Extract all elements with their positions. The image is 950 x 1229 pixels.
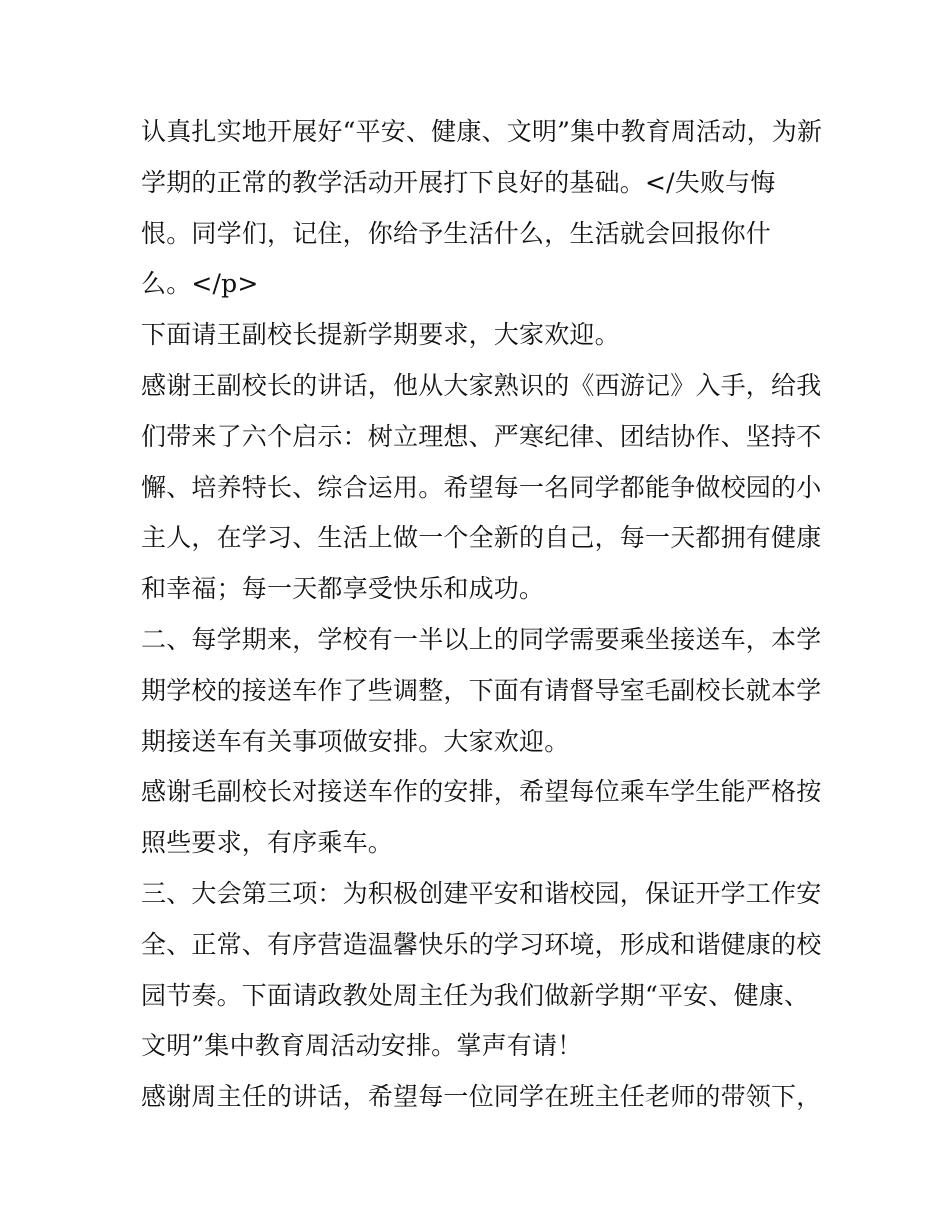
text-line-13: 期接送车有关事项做安排。大家欢迎。 bbox=[141, 726, 570, 756]
text-line-12: 期学校的接送车作了些调整，下面有请督导室毛副校长就本学 bbox=[141, 675, 822, 705]
text-line-11: 二、每学期来，学校有一半以上的同学需要乘坐接送车，本学 bbox=[141, 624, 822, 654]
document-body bbox=[141, 107, 823, 1123]
text-line-6: 感谢王副校长的讲话，他从大家熟识的《西游记》入手，给我 bbox=[141, 370, 822, 400]
text-line-14: 感谢毛副校长对接送车作的安排，希望每位乘车学生能严格按 bbox=[141, 777, 822, 807]
text-line-15: 照些要求，有序乘车。 bbox=[141, 828, 394, 858]
text-line-18: 园节奏。下面请政教处周主任为我们做新学期“平安、健康、 bbox=[141, 980, 810, 1010]
text-line-17: 全、正常、有序营造温馨快乐的学习环境，形成和谐健康的校 bbox=[141, 929, 822, 959]
text-line-3: 恨。同学们，记住，你给予生活什么，生活就会回报你什 bbox=[141, 218, 772, 248]
text-line-9: 主人，在学习、生活上做一个全新的自己，每一天都拥有健康 bbox=[141, 523, 822, 553]
text-line-1: 认真扎实地开展好“平安、健康、文明”集中教育周活动，为新 bbox=[141, 117, 823, 146]
text-line-19: 文明”集中教育周活动安排。掌声有请！ bbox=[141, 1031, 583, 1061]
text-line-5: 下面请王副校长提新学期要求，大家欢迎。 bbox=[141, 320, 620, 350]
text-line-8: 懈、培养特长、综合运用。希望每一名同学都能争做校园的小 bbox=[141, 472, 822, 502]
text-line-7: 们带来了六个启示：树立理想、严寒纪律、团结协作、坚持不 bbox=[141, 421, 822, 451]
text-line-4: 么。</p> bbox=[141, 269, 259, 299]
text-line-20: 感谢周主任的讲话，希望每一位同学在班主任老师的带领下， bbox=[141, 1082, 822, 1112]
text-line-2: 学期的正常的教学活动开展打下良好的基础。</失败与悔 bbox=[141, 167, 776, 197]
text-line-16: 三、大会第三项：为积极创建平安和谐校园，保证开学工作安 bbox=[141, 878, 822, 908]
text-line-10: 和幸福；每一天都享受快乐和成功。 bbox=[141, 574, 545, 604]
